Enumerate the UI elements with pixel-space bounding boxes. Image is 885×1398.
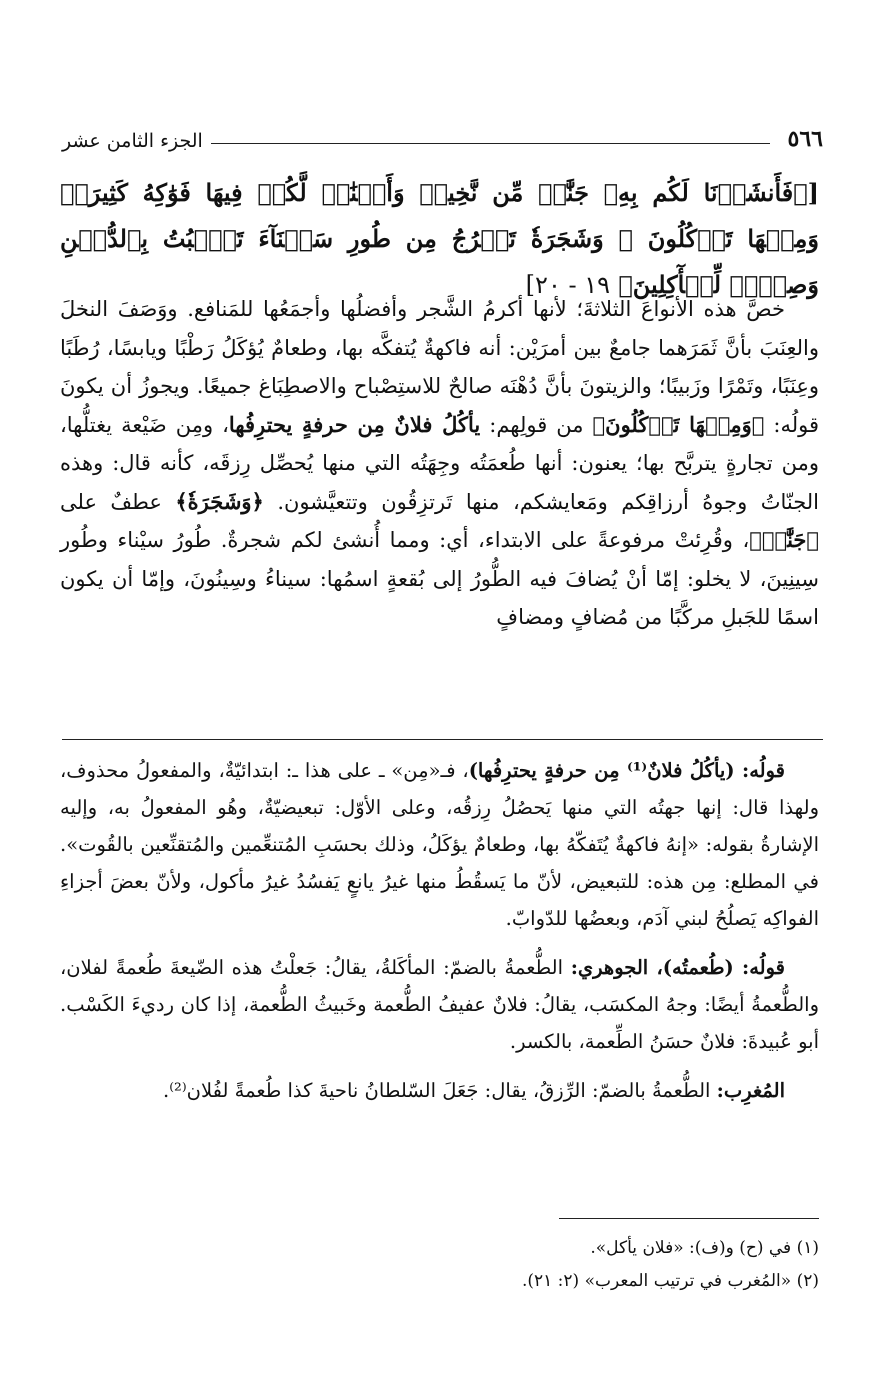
commentary-text: خصَّ هذه الأنواعَ الثلاثةَ؛ لأنها أكرمُ الشَّجر وأفضلُها وأجمَعُها للمَنافع. ووَصَفَ النخلَ والعِنَبَ بأنَّ ثَمَرَهما جامعٌ بين أمرَيْن: أنه فاكهةٌ يُتفكَّه بها، وطعامٌ يُؤكَلُ رَطْبًا ويابسًا، رُطَبًا وعِنَبًا، وتَمْرًا وزَبيبًا؛ والزيتونَ بأنَّ دُهْنَه صالحٌ للاستِصْباح والاصطِبَاغ جميعًا. ويجوزُ أن يكونَ قولُه: xyxy=(60,297,820,437)
note-lemma: المُغرِب: xyxy=(716,1079,785,1102)
marginal-notes xyxy=(60,752,819,1121)
note-paragraph xyxy=(60,1072,819,1109)
quoted-verse: ﴿وَشَجَرَةٗ﴾ xyxy=(175,488,264,514)
note-text: الطُّعمةُ بالضمّ: المأكَلةُ، يقالُ: جَعلْتُ هذه الضّيعةَ طُعمةً لفلان، والطُّعمةُ أيضًا: وجهُ المكسَب، يقالُ: فلانٌ عفيفُ الطُّعمة وخَبيثُ الطُّعمة، إذا كان رديءَ الكَسْب. أبو عُبيدةَ: فلانٌ حسَنُ الطِّعمة، بالكسر. xyxy=(60,956,819,1053)
footnote-1: (١) في (ح) و(ف): «فلان يأكل». xyxy=(590,1238,819,1258)
running-header xyxy=(62,118,823,152)
note-paragraph xyxy=(60,752,819,937)
commentary-text: عطفٌ على xyxy=(60,489,176,514)
main-commentary xyxy=(60,290,819,637)
commentary-paragraph xyxy=(60,290,819,637)
quran-verse xyxy=(60,170,819,308)
page-number: ٥٦٦ xyxy=(787,126,823,152)
footnotes xyxy=(60,1232,819,1298)
note-text: الطُّعمةُ بالضمّ: الرِّزقُ، يقال: جَعَلَ السّلطانُ ناحيةَ كذا طُعمةً لفُلان⁽²⁾. xyxy=(163,1079,717,1102)
header-rule xyxy=(211,143,770,144)
note-paragraph xyxy=(60,949,819,1060)
section-divider xyxy=(62,739,823,740)
quoted-verse: ﴿جَنَّٰتٖ﴾ xyxy=(749,527,819,552)
verse-text: [﴿فَأَنشَأۡنَا لَكُم بِهِۦ جَنَّٰتٖ مِّن نَّخِيلٖ وَأَعۡنَٰبٖ لَّكُمۡ فِيهَا فَوَٰكِهُ كَثِيرَةٞ وَمِنۡهَا تَأۡكُلُونَ ۞ وَشَجَرَةٗ تَخۡرُجُ مِن طُورِ سَيۡنَآءَ تَنۡۢبُتُ بِٱلدُّهۡنِ وَصِبۡغٖ لِّلۡأٓكِلِينَ﴾ xyxy=(60,178,819,299)
note-lemma: قولُه: (طُعمتُه)، الجوهري: xyxy=(570,956,785,979)
note-lemma: قولُه: (يأكُلُ فلانٌ⁽¹⁾ مِن حرفةٍ يحترِفُها) xyxy=(468,759,785,782)
commentary-text: من قولِهم: xyxy=(480,412,593,437)
note-text: ، فـ«مِن» ـ على هذا ـ: ابتدائيّةٌ، والمفعولُ محذوف، ولهذا قال: إنها جهتُه التي منها يَحصُلُ رِزقُه، وعلى الأوّل: تبعيضيّةٌ، وهُو المفعولُ به، وإليه الإشارةُ بقوله: «إنهُ فاكهةٌ يُتَفكّهُ بها، وطعامٌ يؤكَلُ، وذلك بحسَبِ المُتنعِّمين والمُتقنِّعين بالقُوت». في المطلع: مِن هذه: للتبعيض، لأنّ ما يَسقُطُ منها غيرُ يانعٍ يَفسُدُ غيرُ مأكول، ولأنّ بعضَ أجزاءِ الفواكِه يَصلُحُ لبني آدَم، وبعضُها للدّوابّ. xyxy=(60,759,819,930)
emphasized-phrase: يأكُلُ فلانٌ مِن حرفةٍ يحترِفُها xyxy=(228,411,481,437)
commentary-text: ، وقُرِئتْ مرفوعةً على الابتداء، أي: ومما أُنشئ لكم شجرةٌ. طُورُ سيْناء وطُور سِينِينَ، لا يخلو: إمّا أنْ يُضافَ فيه الطُّورُ إلى بُقعةٍ اسمُها: سيناءُ وسِينُونَ، وإمّا أن يكون اسمًا للجَبلِ مركَّبًا من مُضافٍ ومضافٍ xyxy=(60,528,819,629)
verse-reference: ١٩ - ٢٠] xyxy=(525,271,610,299)
volume-title: الجزء الثامن عشر xyxy=(62,130,203,152)
footnote-rule xyxy=(559,1218,819,1219)
quoted-verse: ﴿وَمِنۡهَا تَأۡكُلُونَ﴾ xyxy=(592,411,765,437)
commentary-text: ، ومِن ضَيْعة يغتلُّها، ومن تجارةٍ يتربَّح بها؛ يعنون: أنها طُعمَتُه وجِهَتُه التي منها يُحصِّل رِزقَه، كأنه قال: وهذه الجنّاتُ وجوهُ أرزاقِكم ومَعايشكم، منها تَرتزِقُون وتتعيَّشون. xyxy=(60,412,819,514)
footnote-2: (٢) «المُغرب في ترتيب المعرب» (٢: ٢١). xyxy=(521,1271,819,1291)
